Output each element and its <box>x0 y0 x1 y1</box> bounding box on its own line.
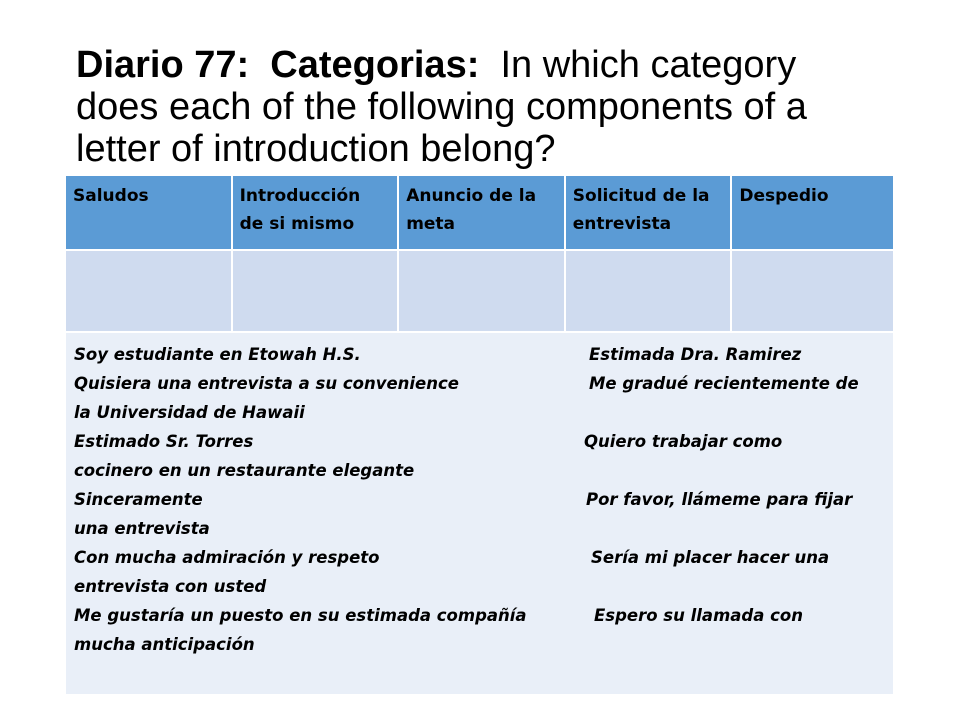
option-line: Por favor, llámeme para fijar <box>586 490 853 509</box>
option-line: Estimada Dra. Ramirez <box>589 345 802 364</box>
header-despedio: Despedio <box>732 176 893 249</box>
option-line: Con mucha admiración y respeto <box>74 548 380 567</box>
answer-cell-solicitud <box>566 251 731 331</box>
header-introduccion: Introducción de si mismo <box>233 176 398 249</box>
answer-cell-introduccion <box>233 251 398 331</box>
answer-cell-despedio <box>732 251 893 331</box>
option-line: cocinero en un restaurante elegante <box>74 461 415 480</box>
option-line: una entrevista <box>74 519 210 538</box>
category-table <box>66 176 893 694</box>
option-line: Estimado Sr. Torres <box>74 432 254 451</box>
option-line: entrevista con usted <box>74 577 267 596</box>
answer-cell-saludos <box>66 251 231 331</box>
option-line: Sinceramente <box>74 490 203 509</box>
options-cell <box>66 333 893 694</box>
option-line: Soy estudiante en Etowah H.S. <box>74 345 361 364</box>
header-solicitud: Solicitud de la entrevista <box>566 176 731 249</box>
title-diario: Diario 77: <box>76 44 250 86</box>
option-line: Quiero trabajar como <box>584 432 783 451</box>
option-line: Me gradué recientemente de <box>589 374 859 393</box>
option-line: Espero su llamada con <box>594 606 803 625</box>
title-question: In which category does each of the following components of a letter of introduction belong? <box>76 44 807 170</box>
table-header-row <box>66 176 893 249</box>
slide-title <box>76 44 876 170</box>
option-line: mucha anticipación <box>74 635 255 654</box>
option-line: Sería mi placer hacer una <box>591 548 830 567</box>
answer-cell-anuncio <box>399 251 564 331</box>
header-anuncio: Anuncio de la meta <box>399 176 564 249</box>
option-line: Me gustaría un puesto en su estimada compañía <box>74 606 527 625</box>
option-line: Quisiera una entrevista a su convenience <box>74 374 459 393</box>
option-line: la Universidad de Hawaii <box>74 403 305 422</box>
title-categorias: Categorias: <box>270 44 480 86</box>
header-saludos: Saludos <box>66 176 231 249</box>
answer-row <box>66 251 893 331</box>
